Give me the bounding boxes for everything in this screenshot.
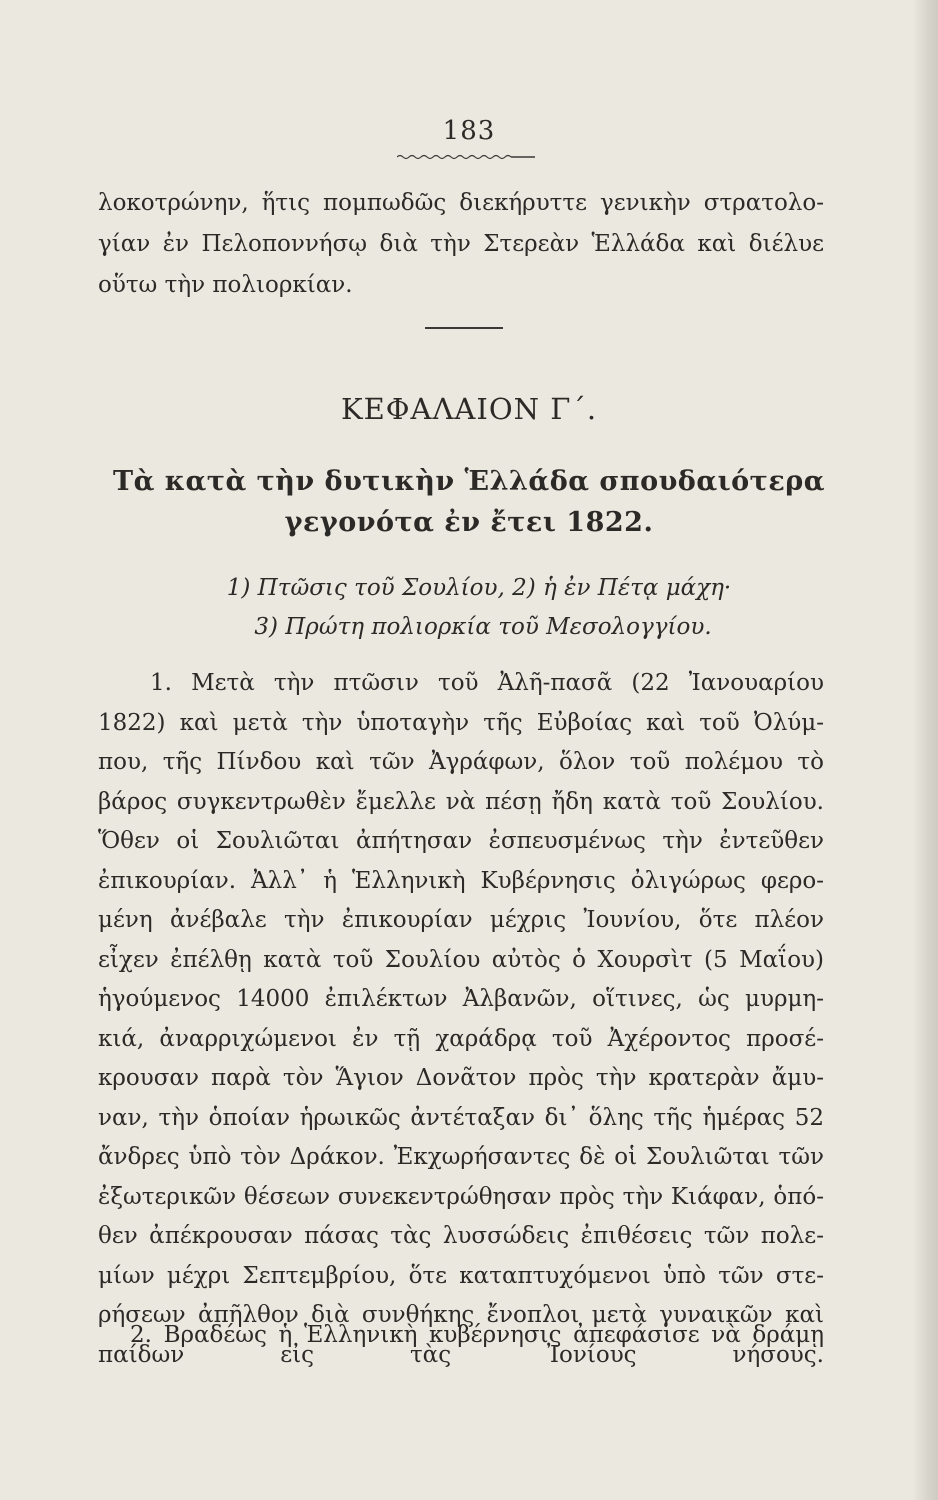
text-line: οὕτω τὴν πολιορκίαν.: [98, 272, 353, 298]
text-line: βάρος συγκεντρωθὲν ἔμελλε νὰ πέσῃ ἤδη κατὰ τοῦ Σουλίου.: [98, 788, 824, 815]
text-line: που, τῆς Πίνδου καὶ τῶν Ἀγράφων, ὅλον τοῦ πολέμου τὸ: [98, 749, 824, 775]
text-line: λοκοτρώνην, ἥτις πομπωδῶς διεκήρυττε γενικὴν στρατολο-: [98, 190, 824, 216]
text-line: Ὅθεν οἱ Σουλιῶται ἀπήτησαν ἐσπευσμένως τὴν ἐντεῦθεν: [98, 828, 824, 854]
text-line: θεν ἀπέκρουσαν πάσας τὰς λυσσώδεις ἐπιθέσεις τῶν πολε-: [98, 1223, 824, 1249]
chapter-heading: ΚΕΦΑΛΑΙΟΝ Γ΄.: [340, 392, 598, 426]
chapter-title-line-2: γεγονότα ἐν ἔτει 1822.: [284, 507, 654, 538]
text-line: ἡγούμενος 14000 ἐπιλέκτων Ἀλβανῶν, οἵτινες, ὡς μυρμη-: [98, 986, 824, 1012]
text-line: εἶχεν ἐπέλθῃ κατὰ τοῦ Σουλίου αὐτὸς ὁ Χουρσὶτ (5 Μαΐου): [98, 946, 824, 973]
text-line: ναν, τὴν ὁποίαν ἡρωικῶς ἀντέταξαν δι᾽ ὅλης τῆς ἡμέρας 52: [98, 1104, 824, 1131]
contents-summary-line-2: 3) Πρώτη πολιορκία τοῦ Μεσολογγίου.: [254, 614, 712, 640]
text-line: μίων μέχρι Σεπτεμβρίου, ὅτε καταπτυχόμενοι ὑπὸ τῶν στε-: [98, 1262, 824, 1289]
text-line: μένη ἀνέβαλε τὴν ἐπικουρίαν μέχρις Ἰουνίου, ὅτε πλέον: [98, 907, 824, 933]
text-line: ἐξωτερικῶν θέσεων συνεκεντρώθησαν πρὸς τὴν Κιάφαν, ὁπό-: [98, 1183, 824, 1210]
intro-paragraph: [98, 183, 824, 306]
contents-summary-line-1: 1) Πτῶσις τοῦ Σουλίου, 2) ἡ ἐν Πέτᾳ μάχη·: [226, 575, 732, 601]
text-line: γίαν ἐν Πελοποννήσῳ διὰ τὴν Στερεὰν Ἑλλάδα καὶ διέλυε: [98, 231, 824, 257]
text-line: 1822) καὶ μετὰ τὴν ὑποταγὴν τῆς Εὐβοίας καὶ τοῦ Ὀλύμ-: [98, 709, 824, 736]
text-line: ἐπικουρίαν. Ἀλλ᾽ ἡ Ἑλληνικὴ Κυβέρνησις ὀλιγώρως φερο-: [98, 867, 824, 894]
chapter-title-line-1: Τὰ κατὰ τὴν δυτικὴν Ἑλλάδα σπουδαιότερα: [113, 466, 825, 497]
text-line: ἄνδρες ὑπὸ τὸν Δράκον. Ἐκχωρήσαντες δὲ οἱ Σουλιῶται τῶν: [98, 1144, 824, 1170]
page-gutter-shadow: [912, 0, 938, 1500]
text-line: κιά, ἀναρριχώμενοι ἐν τῇ χαράδρᾳ τοῦ Ἀχέροντος προσέ-: [98, 1025, 824, 1052]
section-divider: [425, 327, 503, 329]
text-line: παίδων εἰς τὰς Ἰονίους νήσους.: [98, 1341, 824, 1368]
text-line: κρουσαν παρὰ τὸν Ἅγιον Δονᾶτον πρὸς τὴν κρατερὰν ἄμυ-: [98, 1065, 824, 1091]
text-line: ρήσεων ἀπῆλθον διὰ συνθήκης ἔνοπλοι μετὰ γυναικῶν καὶ: [98, 1302, 824, 1328]
page-number: 183: [442, 116, 496, 146]
paragraph-1: [98, 664, 824, 1375]
paragraph-2-first-line: 2. Βραδέως ἡ Ἑλληνικὴ κυβέρνησις ἀπεφάσισε νὰ δράμῃ: [130, 1322, 824, 1348]
ornament-rule: [397, 154, 535, 160]
text-line: 1. Μετὰ τὴν πτῶσιν τοῦ Ἀλῆ-πασᾶ (22 Ἰανουαρίου: [150, 670, 824, 696]
